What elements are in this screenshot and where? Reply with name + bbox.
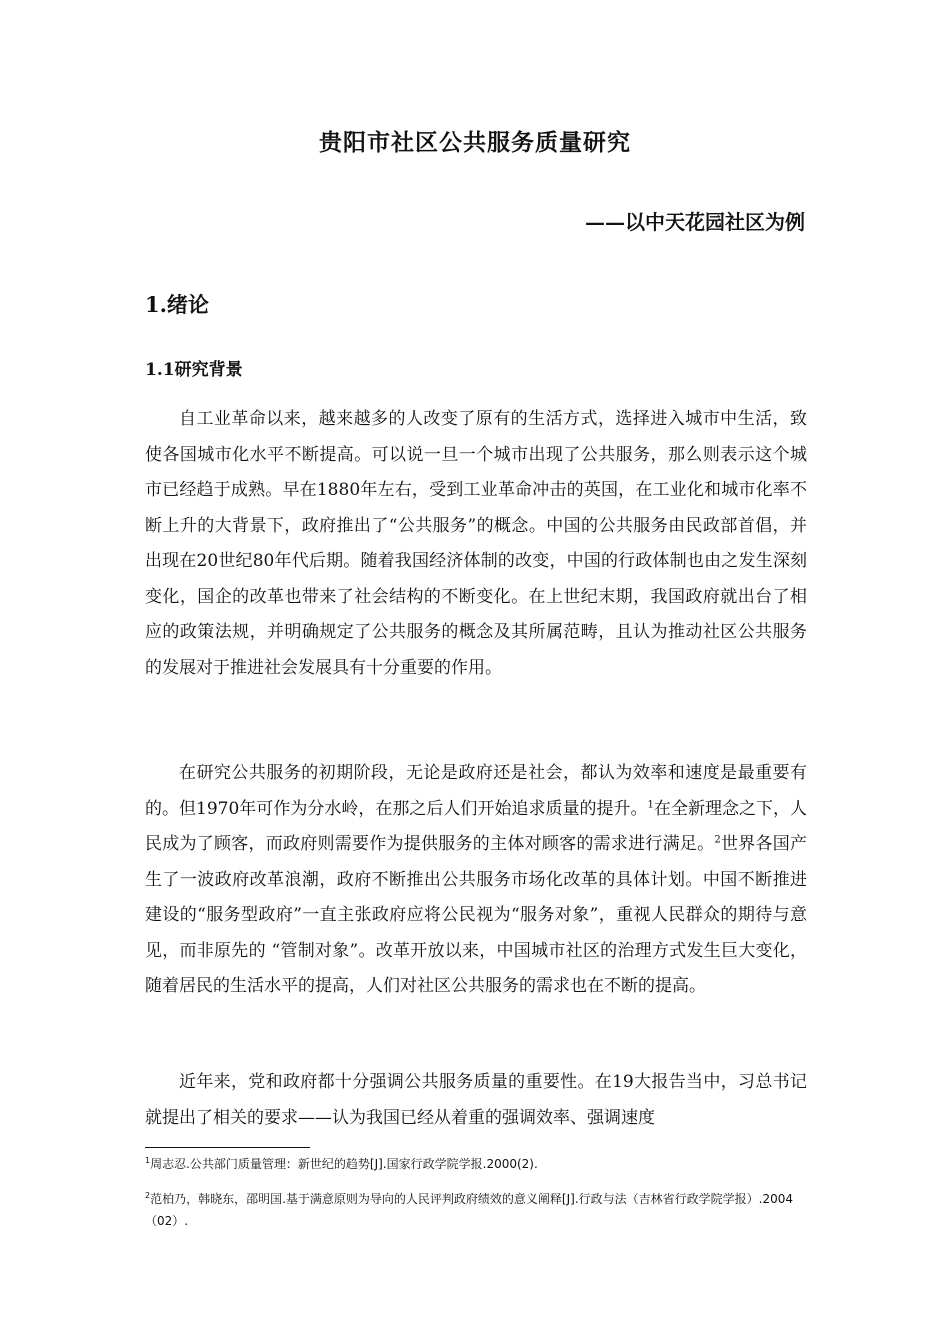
footnote-1 [145,1153,807,1175]
paragraph-3: 近年来，党和政府都十分强调公共服务质量的重要性。在19大报告当中，习总书记就提出了相关的要求——认为我国已经从着重的强调效率、强调速度 [145,1072,807,1128]
footnote-1-mark: 1 [145,1156,151,1165]
footnote-2 [145,1188,807,1232]
document-title: 贵阳市社区公共服务质量研究 [319,129,631,156]
footnote-2-mark: 2 [145,1191,151,1200]
footnote-1-text: 周志忍.公共部门质量管理：新世纪的趋势[J].国家行政学院学报.2000(2). [150,1157,538,1171]
footnote-ref-2[interactable]: 2 [714,834,721,846]
subsection-heading-background: 1.1研究背景 [145,360,243,380]
footnote-ref-1[interactable]: 1 [647,798,654,810]
footnote-separator [145,1147,310,1148]
section-heading-introduction: 1.绪论 [145,292,209,317]
paragraph-2-part-b: 在全新理念之下，人民成为了顾客，而政府则需要作为提供服务的主体对顾客的需求进行满足。 [145,798,808,854]
paragraph-1: 自工业革命以来，越来越多的人改变了原有的生活方式，选择进入城市中生活，致使各国城市化水平不断提高。可以说一旦一个城市出现了公共服务，那么则表示这个城市已经趋于成熟。早在1880年左右，受到工业革命冲击的英国，在工业化和城市化率不断上升的大背景下，政府推出了“公共服务”的概念。中国的公共服务由民政部首倡，并出现在20世纪80年代后期。随着我国经济体制的改变，中国的行政体制也由之发生深刻变化，国企的改革也带来了社会结构的不断变化。在上世纪末期，我国政府就出台了相应的政策法规，并明确规定了公共服务的概念及其所属范畴，且认为推动社区公共服务的发展对于推进社会发展具有十分重要的作用。 [145,409,807,678]
document-subtitle: ——以中天花园社区为例 [585,210,805,234]
paragraph-2 [145,756,807,1005]
paragraph-2-part-a: 在研究公共服务的初期阶段，无论是政府还是社会，都认为效率和速度是最重要有的。但1970年可作为分水岭，在那之后人们开始追求质量的提升。 [145,763,807,819]
paragraph-2-part-c: 世界各国产生了一波政府改革浪潮，政府不断推出公共服务市场化改革的具体计划。中国不断推进建设的“服务型政府”一直主张政府应将公民视为“服务对象”，重视人民群众的期待与意见，而非原先的 “管制对象”。改革开放以来，中国城市社区的治理方式发生巨大变化，随着居民的生活水平的提高，人们对社区公共服务的需求也在不断的提高。 [145,834,808,996]
footnote-2-text: 范柏乃，韩晓东，邵明国.基于满意原则为导向的人民评判政府绩效的意义阐释[J].行政与法（吉林省行政学院学报）.2004（02）. [145,1192,793,1228]
